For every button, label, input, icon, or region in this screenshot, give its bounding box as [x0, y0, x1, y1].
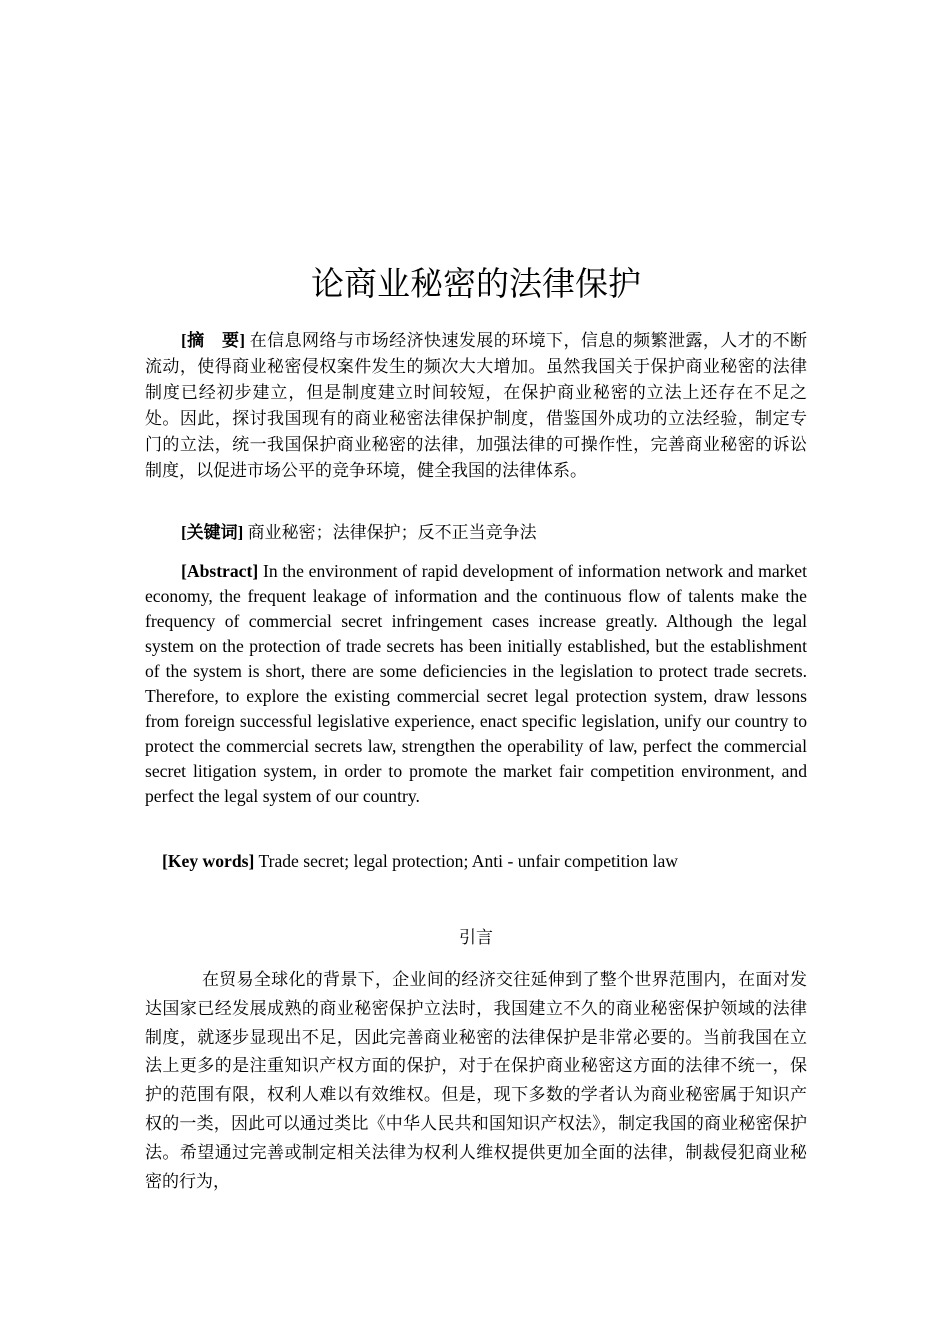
english-abstract	[145, 559, 807, 809]
paper-title: 论商业秘密的法律保护	[311, 264, 641, 303]
chinese-abstract	[145, 328, 807, 484]
english-abstract-text: In the environment of rapid development of information network and market economy, the frequent leakage of information and the continuous flow of talents make the frequency of commercial secret infringement cases increase greatly. Although the legal system on the protection of trade secrets has been initially established, but the establishment of the system is short, there are some deficiencies in the legislation to protect trade secrets. Therefore, to explore the existing commercial secret legal protection system, draw lessons from foreign successful legislative experience, enact specific legislation, unify our country to protect the commercial secrets law, strengthen the operability of law, perfect the commercial secret litigation system, in order to promote the market fair competition environment, and perfect the legal system of our country.	[145, 561, 808, 806]
english-keywords	[162, 849, 678, 874]
chinese-keywords-text: 商业秘密；法律保护；反不正当竞争法	[247, 523, 537, 542]
chinese-keywords-label: [关键词]	[181, 523, 244, 542]
chinese-abstract-label: [摘 要]	[181, 331, 246, 350]
chinese-abstract-text: 在信息网络与市场经济快速发展的环境下，信息的频繁泄露，人才的不断流动，使得商业秘密侵权案件发生的频次大大增加。虽然我国关于保护商业秘密的法律制度已经初步建立，但是制度建立时间较短，在保护商业秘密的立法上还存在不足之处。因此，探讨我国现有的商业秘密法律保护制度，借鉴国外成功的立法经验，制定专门的立法，统一我国保护商业秘密的法律，加强法律的可操作性，完善商业秘密的诉讼制度，以促进市场公平的竞争环境，健全我国的法律体系。	[145, 331, 808, 480]
chinese-keywords	[181, 520, 537, 546]
english-keywords-label: [Key words]	[162, 851, 255, 871]
introduction-heading: 引言	[459, 928, 493, 948]
english-keywords-text: Trade secret; legal protection; Anti - unfair competition law	[258, 851, 678, 871]
english-abstract-label: [Abstract]	[181, 561, 259, 581]
introduction-paragraph: 在贸易全球化的背景下，企业间的经济交往延伸到了整个世界范围内，在面对发达国家已经发展成熟的商业秘密保护立法时，我国建立不久的商业秘密保护领域的法律制度，就逐步显现出不足，因此完善商业秘密的法律保护是非常必要的。当前我国在立法上更多的是注重知识产权方面的保护，对于在保护商业秘密这方面的法律不统一，保护的范围有限，权利人难以有效维权。但是，现下多数的学者认为商业秘密属于知识产权的一类，因此可以通过类比《中华人民共和国知识产权法》，制定我国的商业秘密保护法。希望通过完善或制定相关法律为权利人维权提供更加全面的法律，制裁侵犯商业秘密的行为，	[145, 970, 807, 1191]
